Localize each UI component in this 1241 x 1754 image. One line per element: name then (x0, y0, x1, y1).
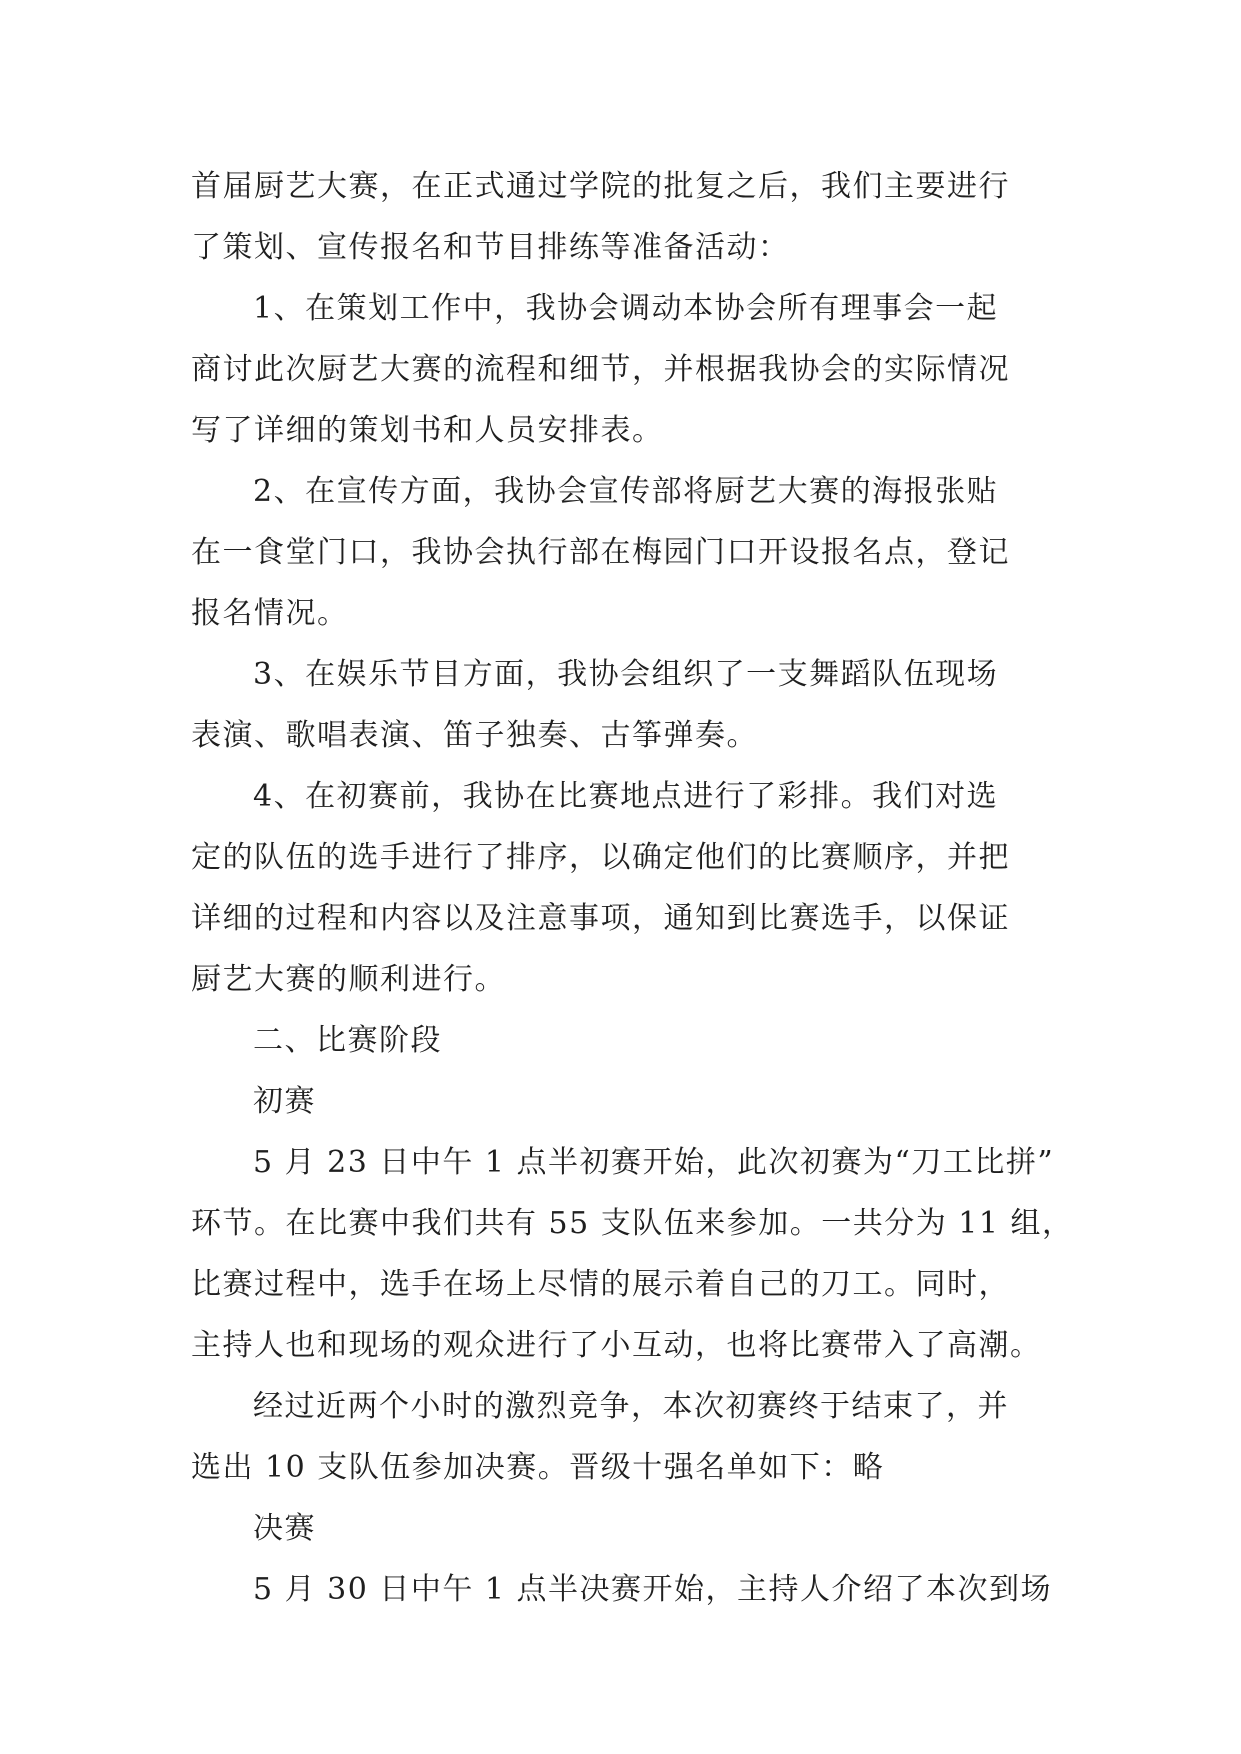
text-line: 比赛过程中，选手在场上尽情的展示着自己的刀工。同时， (191, 1267, 1010, 1302)
text-line: 环节。在比赛中我们共有 55 支队伍来参加。一共分为 11 组， (191, 1206, 1074, 1241)
text-line: 首届厨艺大赛，在正式通过学院的批复之后，我们主要进行 (191, 169, 1010, 204)
subsection-heading: 初赛 (253, 1084, 316, 1119)
text-line: 5 月 30 日中午 1 点半决赛开始，主持人介绍了本次到场 (253, 1572, 1053, 1607)
text-line: 在一食堂门口，我协会执行部在梅园门口开设报名点，登记 (191, 535, 1010, 570)
text-line: 经过近两个小时的激烈竞争，本次初赛终于结束了，并 (253, 1389, 1009, 1424)
text-line: 厨艺大赛的顺利进行。 (191, 962, 506, 997)
text-line: 了策划、宣传报名和节目排练等准备活动： (191, 230, 790, 265)
text-line: 报名情况。 (191, 596, 349, 631)
text-line: 选出 10 支队伍参加决赛。晋级十强名单如下：略 (191, 1450, 885, 1485)
subsection-heading: 决赛 (253, 1511, 316, 1546)
text-line: 4、在初赛前，我协在比赛地点进行了彩排。我们对选 (253, 779, 999, 814)
text-line: 写了详细的策划书和人员安排表。 (191, 413, 664, 448)
section-heading: 二、比赛阶段 (253, 1023, 442, 1058)
text-line: 1、在策划工作中，我协会调动本协会所有理事会一起 (253, 291, 999, 326)
text-line: 定的队伍的选手进行了排序，以确定他们的比赛顺序，并把 (191, 840, 1010, 875)
text-line: 详细的过程和内容以及注意事项，通知到比赛选手，以保证 (191, 901, 1010, 936)
document-body (191, 156, 1074, 1620)
text-line: 5 月 23 日中午 1 点半初赛开始，此次初赛为“刀工比拼” (253, 1145, 1055, 1180)
text-line: 2、在宣传方面，我协会宣传部将厨艺大赛的海报张贴 (253, 474, 999, 509)
text-line: 3、在娱乐节目方面，我协会组织了一支舞蹈队伍现场 (253, 657, 999, 692)
text-line: 主持人也和现场的观众进行了小互动，也将比赛带入了高潮。 (191, 1328, 1042, 1363)
text-line: 商讨此次厨艺大赛的流程和细节，并根据我协会的实际情况 (191, 352, 1010, 387)
text-line: 表演、歌唱表演、笛子独奏、古筝弹奏。 (191, 718, 758, 753)
